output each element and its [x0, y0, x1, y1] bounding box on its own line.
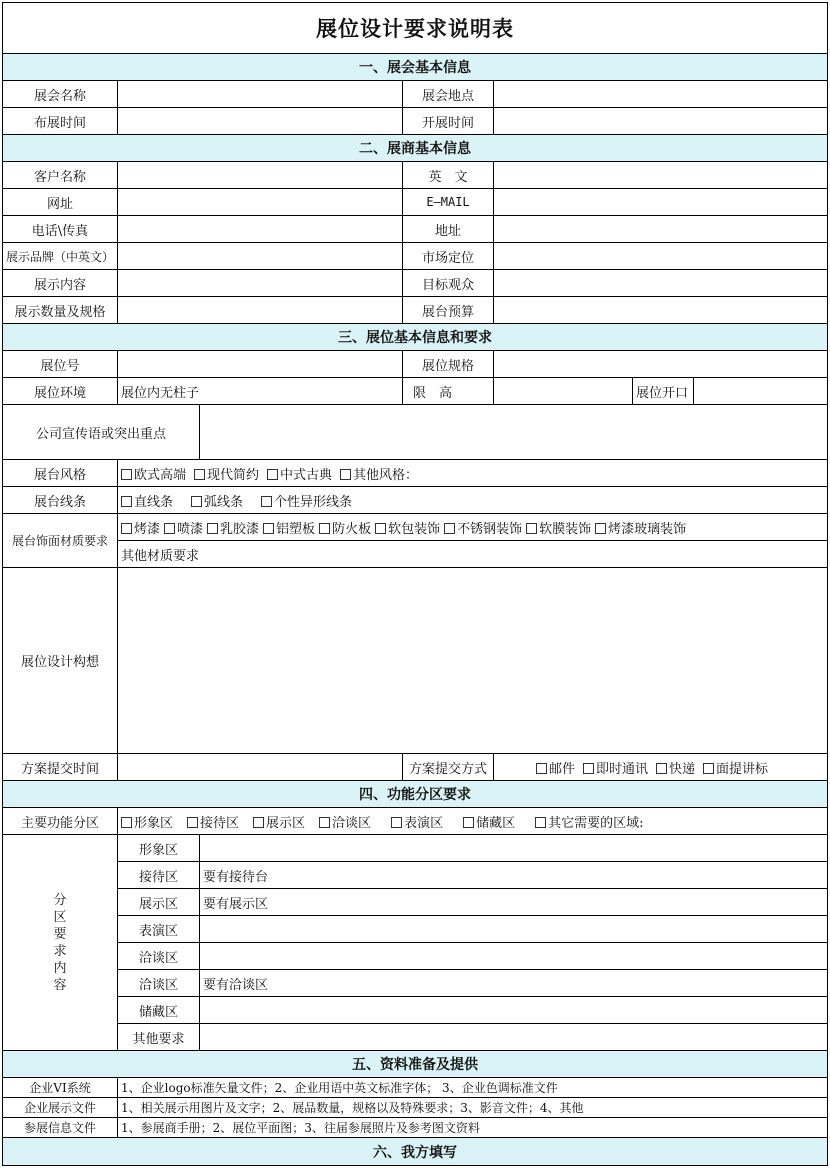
style-options	[117, 459, 828, 487]
booth-spec-field[interactable]	[493, 350, 828, 378]
booth-number-label: 展位号	[2, 350, 118, 378]
zone-option[interactable]: 形象区	[121, 812, 173, 831]
height-limit-field[interactable]	[493, 377, 633, 405]
zone-row-name: 展示区	[117, 888, 200, 916]
style-option[interactable]: 欧式高端	[121, 464, 186, 483]
material-options	[117, 513, 828, 541]
checkbox-icon	[391, 817, 402, 828]
concept-label: 展位设计构想	[2, 567, 118, 754]
checkbox-icon	[121, 523, 132, 534]
checkbox-icon	[187, 817, 198, 828]
material-label: 展台饰面材质要求	[2, 513, 118, 568]
material-doc-value: 1、参展商手册；2、展位平面图；3、往届参展照片及参考图文资料	[117, 1117, 828, 1138]
line-options	[117, 486, 828, 514]
style-option[interactable]: 中式古典	[267, 464, 332, 483]
open-time-field[interactable]	[493, 107, 828, 135]
zone-row-value[interactable]: 要有洽谈区	[199, 969, 828, 997]
expo-name-label: 展会名称	[2, 80, 118, 108]
market-label: 市场定位	[402, 242, 494, 270]
submit-option[interactable]: 邮件	[536, 758, 575, 777]
zone-row-name: 洽谈区	[117, 942, 200, 970]
style-label: 展台风格	[2, 459, 118, 487]
material-doc-value: 1、相关展示用图片及文字；2、展品数量，规格以及特殊要求；3、影音文件；4、其他	[117, 1097, 828, 1118]
audience-field[interactable]	[493, 269, 828, 297]
material-doc-label: 参展信息文件	[2, 1117, 118, 1138]
submit-time-label: 方案提交时间	[2, 753, 118, 781]
expo-name-field[interactable]	[117, 80, 403, 108]
material-option[interactable]: 烤漆玻璃装饰	[595, 518, 686, 537]
material-doc-label: 企业展示文件	[2, 1097, 118, 1118]
brand-field[interactable]	[117, 242, 403, 270]
main-zones-options	[117, 807, 828, 835]
material-option[interactable]: 烤漆	[121, 518, 160, 537]
section-booth-info: 三、展位基本信息和要求	[2, 323, 828, 351]
environment-label: 展位环境	[2, 377, 118, 405]
material-option[interactable]: 喷漆	[164, 518, 203, 537]
checkbox-icon	[463, 817, 474, 828]
booth-spec-label: 展位规格	[402, 350, 494, 378]
zone-row-name: 接待区	[117, 861, 200, 889]
section-our-fill: 六、我方填写	[2, 1137, 828, 1166]
checkbox-icon	[526, 523, 537, 534]
form-title: 展位设计要求说明表	[2, 2, 828, 54]
checkbox-icon	[194, 469, 205, 480]
checkbox-icon	[595, 523, 606, 534]
website-field[interactable]	[117, 188, 403, 216]
section-expo-info: 一、展会基本信息	[2, 53, 828, 81]
content-label: 展示内容	[2, 269, 118, 297]
zone-option[interactable]: 储藏区	[463, 812, 515, 831]
material-option[interactable]: 防火板	[319, 518, 371, 537]
main-zones-label: 主要功能分区	[2, 807, 118, 835]
zone-option[interactable]: 接待区	[187, 812, 239, 831]
section-exhibitor-info: 二、展商基本信息	[2, 134, 828, 162]
email-label: E—MAIL	[402, 188, 494, 216]
section-materials: 五、资料准备及提供	[2, 1050, 828, 1078]
opening-label: 展位开口	[632, 377, 694, 405]
zone-row-value[interactable]: 要有接待台	[199, 861, 828, 889]
address-label: 地址	[402, 215, 494, 243]
english-label: 英 文	[402, 161, 494, 189]
address-field[interactable]	[493, 215, 828, 243]
style-option[interactable]: 其他风格：	[340, 464, 418, 483]
submit-option[interactable]: 面提讲标	[703, 758, 768, 777]
audience-label: 目标观众	[402, 269, 494, 297]
budget-label: 展台预算	[402, 296, 494, 324]
slogan-label: 公司宣传语或突出重点	[2, 404, 200, 460]
expo-location-field[interactable]	[493, 80, 828, 108]
checkbox-icon	[340, 469, 351, 480]
email-field[interactable]	[493, 188, 828, 216]
concept-field[interactable]	[117, 567, 828, 754]
checkbox-icon	[261, 496, 272, 507]
checkbox-icon	[191, 496, 202, 507]
zone-option[interactable]: 展示区	[253, 812, 305, 831]
submit-time-field[interactable]	[117, 753, 403, 781]
material-other[interactable]: 其他材质要求	[117, 540, 828, 568]
zone-row-name: 储藏区	[117, 996, 200, 1024]
checkbox-icon	[267, 469, 278, 480]
booth-number-field[interactable]	[117, 350, 403, 378]
material-option[interactable]: 软包装饰	[375, 518, 440, 537]
submit-option[interactable]: 快递	[656, 758, 695, 777]
zone-row-name: 洽谈区	[117, 969, 200, 997]
line-option[interactable]: 个性异形线条	[261, 491, 352, 510]
quantity-label: 展示数量及规格	[2, 296, 118, 324]
phone-fax-label: 电话\传真	[2, 215, 118, 243]
checkbox-icon	[121, 469, 132, 480]
client-name-field[interactable]	[117, 161, 403, 189]
checkbox-icon	[583, 763, 594, 774]
checkbox-icon	[319, 817, 330, 828]
checkbox-icon	[263, 523, 274, 534]
line-option[interactable]: 直线条	[121, 491, 173, 510]
setup-time-field[interactable]	[117, 107, 403, 135]
checkbox-icon	[253, 817, 264, 828]
line-label: 展台线条	[2, 486, 118, 514]
open-time-label: 开展时间	[402, 107, 494, 135]
checkbox-icon	[164, 523, 175, 534]
zone-row-value[interactable]	[199, 915, 828, 943]
checkbox-icon	[444, 523, 455, 534]
zone-option[interactable]: 洽谈区	[319, 812, 371, 831]
zone-row-name: 表演区	[117, 915, 200, 943]
environment-field[interactable]: 展位内无柱子	[117, 377, 403, 405]
checkbox-icon	[121, 817, 132, 828]
zone-row-value[interactable]	[199, 834, 828, 862]
checkbox-icon	[536, 763, 547, 774]
budget-field[interactable]	[493, 296, 828, 324]
style-option[interactable]: 现代简约	[194, 464, 259, 483]
expo-location-label: 展会地点	[402, 80, 494, 108]
height-limit-label: 限 高	[402, 377, 494, 405]
checkbox-icon	[375, 523, 386, 534]
checkbox-icon	[656, 763, 667, 774]
zone-row-value[interactable]	[199, 942, 828, 970]
material-option[interactable]: 乳胶漆	[207, 518, 259, 537]
phone-fax-field[interactable]	[117, 215, 403, 243]
zone-option[interactable]: 其它需要的区域:	[535, 812, 643, 831]
website-label: 网址	[2, 188, 118, 216]
zone-row-value[interactable]: 要有展示区	[199, 888, 828, 916]
zone-option[interactable]: 表演区	[391, 812, 443, 831]
submit-method-label: 方案提交方式	[402, 753, 494, 781]
market-field[interactable]	[493, 242, 828, 270]
slogan-field[interactable]	[199, 404, 828, 460]
english-field[interactable]	[493, 161, 828, 189]
opening-field[interactable]	[693, 377, 828, 405]
zone-row-value[interactable]	[199, 1023, 828, 1051]
zone-requirements-label: 分 区 要 求 内 容	[2, 834, 118, 1051]
line-option[interactable]: 弧线条	[191, 491, 243, 510]
checkbox-icon	[207, 523, 218, 534]
material-option[interactable]: 铝塑板	[263, 518, 315, 537]
checkbox-icon	[121, 496, 132, 507]
submit-option[interactable]: 即时通讯	[583, 758, 648, 777]
zone-row-name: 其他要求	[117, 1023, 200, 1051]
checkbox-icon	[319, 523, 330, 534]
quantity-field[interactable]	[117, 296, 403, 324]
material-option[interactable]: 不锈钢装饰	[444, 518, 522, 537]
submit-method-options	[493, 753, 828, 781]
section-zones: 四、功能分区要求	[2, 780, 828, 808]
checkbox-icon	[535, 817, 546, 828]
content-field[interactable]	[117, 269, 403, 297]
material-option[interactable]: 软膜装饰	[526, 518, 591, 537]
brand-label: 展示品牌（中英文）	[2, 242, 118, 270]
zone-row-value[interactable]	[199, 996, 828, 1024]
material-doc-label: 企业VI系统	[2, 1077, 118, 1098]
material-doc-value: 1、企业logo标准矢量文件；2、企业用语中英文标准字体； 3、企业色调标准文件	[117, 1077, 828, 1098]
client-name-label: 客户名称	[2, 161, 118, 189]
setup-time-label: 布展时间	[2, 107, 118, 135]
checkbox-icon	[703, 763, 714, 774]
zone-row-name: 形象区	[117, 834, 200, 862]
